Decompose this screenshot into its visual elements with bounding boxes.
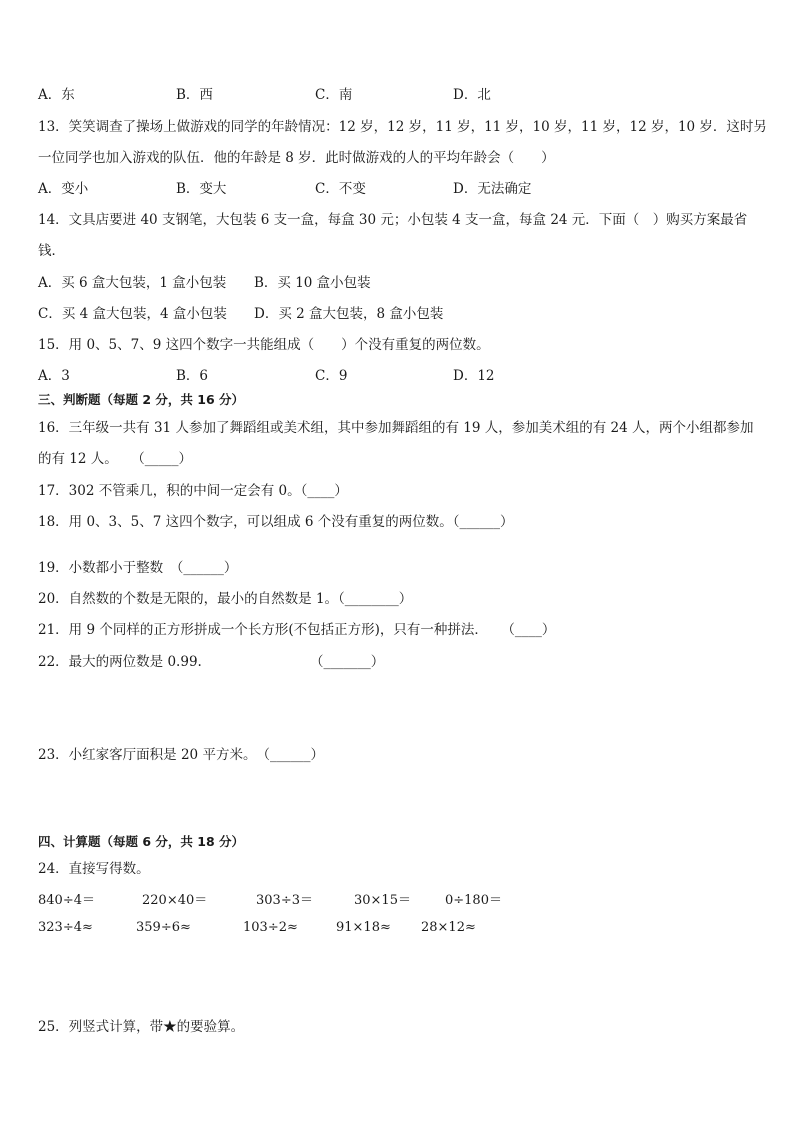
section-heading-true-false: 三、判断题（每题 2 分，共 16 分） — [38, 392, 245, 407]
q12-option-a: A．东 — [38, 87, 75, 103]
q24-row2-item: 323÷4≈ — [38, 920, 93, 935]
q24-row1-item: 30×15＝ — [354, 893, 411, 908]
q15-option-d: D．12 — [453, 368, 495, 384]
q24-row2-item: 359÷6≈ — [136, 920, 191, 935]
q24-row1-item: 220×40＝ — [142, 893, 208, 908]
q12-option-c: C．南 — [315, 87, 353, 103]
q24-title: 24．直接写得数。 — [38, 861, 150, 877]
q14-option-c: C．买 4 盒大包装，4 盒小包装 — [38, 306, 227, 322]
q14-line1: 14．文具店要进 40 支钢笔，大包装 6 支一盒，每盒 30 元；小包装 4 支一盒，每盒 24 元．下面（ ）购买方案最省 — [38, 212, 748, 228]
q13-line1: 13．笑笑调查了操场上做游戏的同学的年龄情况：12 岁，12 岁，11 岁，11 岁，10 岁，11 岁，12 岁，10 岁．这时另 — [38, 119, 767, 135]
q24-row2-item: 28×12≈ — [421, 920, 476, 935]
q16-line1: 16．三年级一共有 31 人参加了舞蹈组或美术组，其中参加舞蹈组的有 19 人，参加美术组的有 24 人，两个小组都参加 — [38, 420, 754, 436]
q24-row1-item: 840÷4＝ — [38, 893, 95, 908]
q13-option-a: A．变小 — [38, 181, 89, 197]
q22-answer-blank: （_______） — [310, 654, 385, 670]
q24-row1-item: 303÷3＝ — [256, 893, 313, 908]
q13-option-c: C．不变 — [315, 181, 366, 197]
q24-row1-item: 0÷180＝ — [445, 893, 502, 908]
q22-text: 22．最大的两位数是 0.99. — [38, 654, 202, 670]
q12-option-b: B．西 — [176, 87, 213, 103]
q13-option-d: D．无法确定 — [453, 181, 532, 197]
section-heading-calculation: 四、计算题（每题 6 分，共 18 分） — [38, 834, 245, 849]
q14-option-b: B．买 10 盒小包装 — [254, 275, 371, 291]
q13-option-b: B．变大 — [176, 181, 227, 197]
q14-option-d: D．买 2 盒大包装，8 盒小包装 — [254, 306, 444, 322]
q16-line2: 的有 12 人。 （_____） — [38, 451, 193, 467]
q15-option-c: C．9 — [315, 368, 348, 384]
q14-option-a: A．买 6 盒大包装，1 盒小包装 — [38, 275, 227, 291]
q13-line2: 一位同学也加入游戏的队伍．他的年龄是 8 岁．此时做游戏的人的平均年龄会（ ） — [38, 150, 555, 166]
q23-text: 23．小红家客厅面积是 20 平方米。 （______） — [38, 747, 324, 763]
q20-text: 20．自然数的个数是无限的，最小的自然数是 1。（________） — [38, 591, 413, 607]
q15-text: 15．用 0、5、7、9 这四个数字一共能组成（ ）个没有重复的两位数。 — [38, 337, 490, 353]
q24-row2-item: 91×18≈ — [336, 920, 391, 935]
q15-option-a: A．3 — [38, 368, 70, 384]
q12-option-d: D．北 — [453, 87, 491, 103]
q19-text: 19．小数都小于整数 （______） — [38, 560, 238, 576]
q18-text: 18．用 0、3、5、7 这四个数字，可以组成 6 个没有重复的两位数。（______） — [38, 514, 514, 530]
q21-text: 21．用 9 个同样的正方形拼成一个长方形(不包括正方形)，只有一种拼法． （____） — [38, 622, 556, 638]
q25-text: 25．列竖式计算，带★的要验算。 — [38, 1019, 245, 1035]
q15-option-b: B．6 — [176, 368, 209, 384]
q24-row2-item: 103÷2≈ — [243, 920, 298, 935]
q14-line2: 钱． — [38, 243, 65, 259]
q17-text: 17．302 不管乘几，积的中间一定会有 0。（____） — [38, 483, 348, 499]
